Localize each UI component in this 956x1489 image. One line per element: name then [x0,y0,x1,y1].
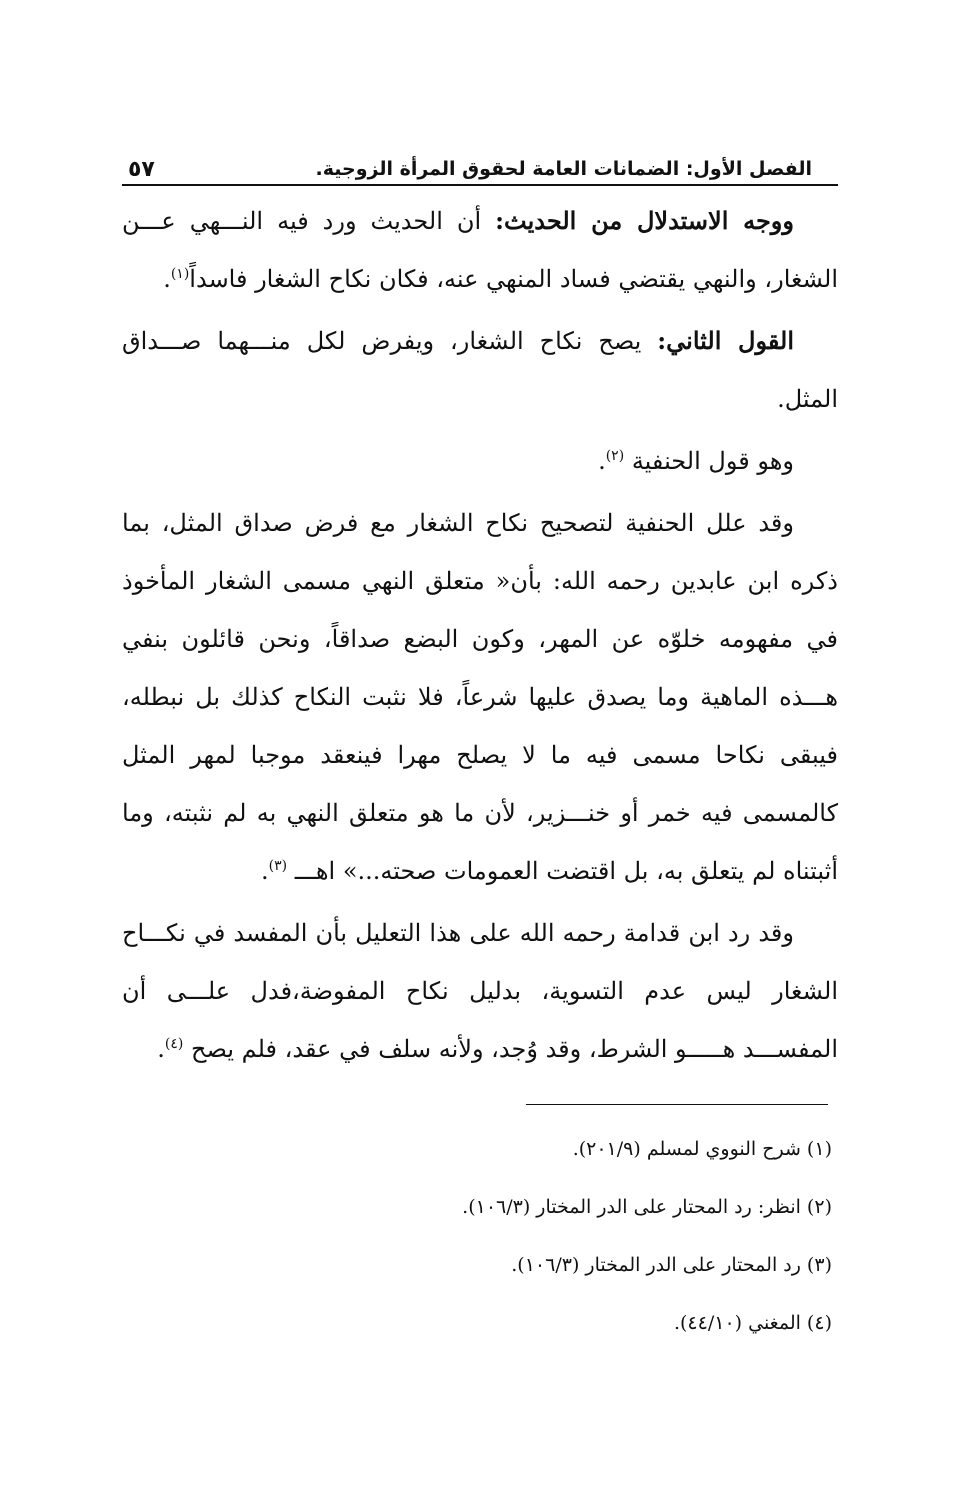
paragraph-4-text: وقد علل الحنفية لتصحيح نكاح الشغار مع فرض صداق المثل، بما ذكره ابن عابدين رحمه الله: بأن« متعلق النهي مسمى الشغار المأخوذ في مفهومه خلوّه عن المهر، وكون البضع صداقاً، ونحن قائلون بنفي هـــذه الماهية وما يصدق عليها شرعاً، فلا نثبت النكاح كذلك بل نبطله، فيبقى نكاحا مسمى فيه ما لا يصلح مهرا فينعقد موجبا لمهر المثل كالمسمى فيه خمر أو خنـــزير، لأن ما هو متعلق النهي به لم نثبته، وما أثبتناه لم يتعلق به، بل اقتضت العمومات صحته...» اهـــ [122,509,839,885]
footnote-1: (١) شرح النووي لمسلم (٢٠١/٩). [572,1138,832,1160]
paragraph-2 [122,312,838,428]
paragraph-4: وقد علل الحنفية لتصحيح نكاح الشغار مع فرض صداق المثل، بما ذكره ابن عابدين رحمه الله: بأن« متعلق النهي مسمى الشغار المأخوذ في مفهومه خلوّه عن المهر، وكون البضع صداقاً، ونحن قائلون بنفي هـــذه الماهية وما يصدق عليها شرعاً، فلا نثبت النكاح كذلك بل نبطله، فيبقى نكاحا مسمى فيه ما لا يصلح مهرا فينعقد موجبا لمهر المثل كالمسمى فيه خمر أو خنـــزير، لأن ما هو متعلق النهي به لم نثبته، وما أثبتناه لم يتعلق به، بل اقتضت العمومات صحته...» اهـــ $^{(٣)}$. [122,509,839,885]
chapter-title: الفصل الأول: الضمانات العامة لحقوق المرأة الزوجية. [315,158,812,180]
paragraph-5: وقد رد ابن قدامة رحمه الله على هذا التعليل بأن المفسد في نكـــاح الشغار ليس عدم التسوية، بدليل نكاح المفوضة،فدل علـــى أن المفســـد هـــــو الشرط، وقد وُجد، ولأنه سلف في عقد، فلم يصح $^{(٤)}$. [122,919,838,1063]
paragraph-2-lead: القول الثاني: [657,326,795,355]
footnote-ref-3: (٣) [268,858,288,874]
paragraph-3-text: وهو قول الحنفية [631,447,794,475]
footnote-4: (٤) المغني (٤٤/١٠). [673,1312,832,1334]
paragraph-5-text: وقد رد ابن قدامة رحمه الله على هذا التعليل بأن المفسد في نكـــاح الشغار ليس عدم التسوية، بدليل نكاح المفوضة،فدل علـــى أن المفســـد هـــــو الشرط، وقد وُجد، ولأنه سلف في عقد، فلم يصح [122,919,838,1063]
paragraph-3: وهو قول الحنفية $^{(٢)}$. [598,447,794,475]
footnote-divider [526,1104,828,1105]
footnote-ref-1: (١) [170,266,190,282]
page-number: ٥٧ [128,157,155,182]
footnote-ref-2: (٢) [605,448,625,464]
footnote-ref-4: (٤) [164,1036,184,1052]
paragraph-1-text: أن الحديث ورد فيه النـــهي عـــن الشغار، والنهي يقتضي فساد المنهي عنه، فكان نكاح الشغار فاسداً [122,207,838,293]
paragraph-1-lead: ووجه الاستدلال من الحديث: [495,206,794,235]
footnotes [122,1138,838,1370]
paragraph-1: ووجه الاستدلال من الحديث: أن الحديث ورد فيه النـــهي عـــن الشغار، والنهي يقتضي فساد المنهي عنه، فكان نكاح الشغار فاسداً$^{(١)}$. [122,206,838,293]
running-header [122,150,838,186]
footnote-3: (٣) رد المحتار على الدر المختار (١٠٦/٣). [511,1254,832,1276]
footnote-2: (٢) انظر: رد المحتار على الدر المختار (١٠٦/٣). [462,1196,832,1218]
paragraph-2-text: يصح نكاح الشغار، ويفرض لكل منـــهما صـــداق المثل. [122,327,838,413]
main-text [122,192,838,1082]
